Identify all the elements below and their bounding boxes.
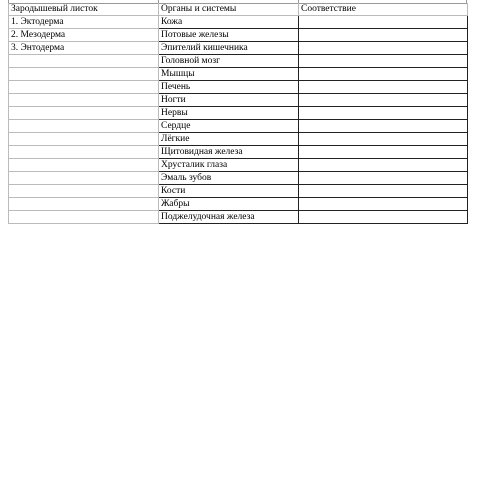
match-answer-cell[interactable] xyxy=(299,120,468,133)
organ-cell: Хрусталик глаза xyxy=(159,159,299,172)
germ-layer-cell xyxy=(9,68,159,81)
germ-layer-cell xyxy=(9,146,159,159)
germ-layer-cell xyxy=(9,55,159,68)
table-row xyxy=(9,94,468,107)
organ-cell: Потовые железы xyxy=(159,29,299,42)
match-answer-cell[interactable] xyxy=(299,29,468,42)
germ-layer-cell: 2. Мезодерма xyxy=(9,29,159,42)
match-answer-cell[interactable] xyxy=(299,172,468,185)
table-row xyxy=(9,172,468,185)
table-row xyxy=(9,120,468,133)
organ-cell: Нервы xyxy=(159,107,299,120)
table-row xyxy=(9,81,468,94)
header-germ-layer: Зародышевый листок xyxy=(9,3,159,16)
match-answer-cell[interactable] xyxy=(299,133,468,146)
germ-layer-cell: 3. Энтодерма xyxy=(9,42,159,55)
organ-cell: Кожа xyxy=(159,16,299,29)
organ-cell: Кости xyxy=(159,185,299,198)
match-answer-cell[interactable] xyxy=(299,16,468,29)
table-row xyxy=(9,29,468,42)
table-row xyxy=(9,107,468,120)
match-answer-cell[interactable] xyxy=(299,94,468,107)
organ-cell: Мышцы xyxy=(159,68,299,81)
germ-layer-cell xyxy=(9,185,159,198)
organ-cell: Щитовидная железа xyxy=(159,146,299,159)
germ-layer-cell xyxy=(9,198,159,211)
organ-cell: Ногти xyxy=(159,94,299,107)
table-row xyxy=(9,42,468,55)
table-row xyxy=(9,198,468,211)
germ-layer-cell xyxy=(9,159,159,172)
germ-layer-cell xyxy=(9,94,159,107)
germ-layer-cell xyxy=(9,81,159,94)
match-answer-cell[interactable] xyxy=(299,185,468,198)
organ-cell: Печень xyxy=(159,81,299,94)
table-row xyxy=(9,16,468,29)
table-row xyxy=(9,211,468,224)
table-row xyxy=(9,185,468,198)
match-answer-cell[interactable] xyxy=(299,107,468,120)
table-row xyxy=(9,146,468,159)
organ-cell: Эпителий кишечника xyxy=(159,42,299,55)
match-answer-cell[interactable] xyxy=(299,55,468,68)
match-answer-cell[interactable] xyxy=(299,81,468,94)
germ-layer-cell xyxy=(9,172,159,185)
table-row xyxy=(9,68,468,81)
header-match: Соответствие xyxy=(299,3,468,16)
organ-cell: Поджелудочная железа xyxy=(159,211,299,224)
organ-cell: Эмаль зубов xyxy=(159,172,299,185)
organ-cell: Сердце xyxy=(159,120,299,133)
table-row xyxy=(9,133,468,146)
organ-cell: Лёгкие xyxy=(159,133,299,146)
match-answer-cell[interactable] xyxy=(299,42,468,55)
organ-cell: Жабры xyxy=(159,198,299,211)
table-header-row xyxy=(9,3,468,16)
match-answer-cell[interactable] xyxy=(299,146,468,159)
germ-layer-cell xyxy=(9,107,159,120)
table-row xyxy=(9,159,468,172)
header-organs: Органы и системы xyxy=(159,3,299,16)
germ-layer-cell: 1. Эктодерма xyxy=(9,16,159,29)
germ-layer-cell xyxy=(9,133,159,146)
organ-cell: Головной мозг xyxy=(159,55,299,68)
germ-layer-cell xyxy=(9,120,159,133)
match-answer-cell[interactable] xyxy=(299,198,468,211)
match-answer-cell[interactable] xyxy=(299,68,468,81)
match-answer-cell[interactable] xyxy=(299,159,468,172)
germ-layer-cell xyxy=(9,211,159,224)
match-answer-cell[interactable] xyxy=(299,211,468,224)
table-row xyxy=(9,55,468,68)
germ-layer-matching-table xyxy=(8,3,468,224)
